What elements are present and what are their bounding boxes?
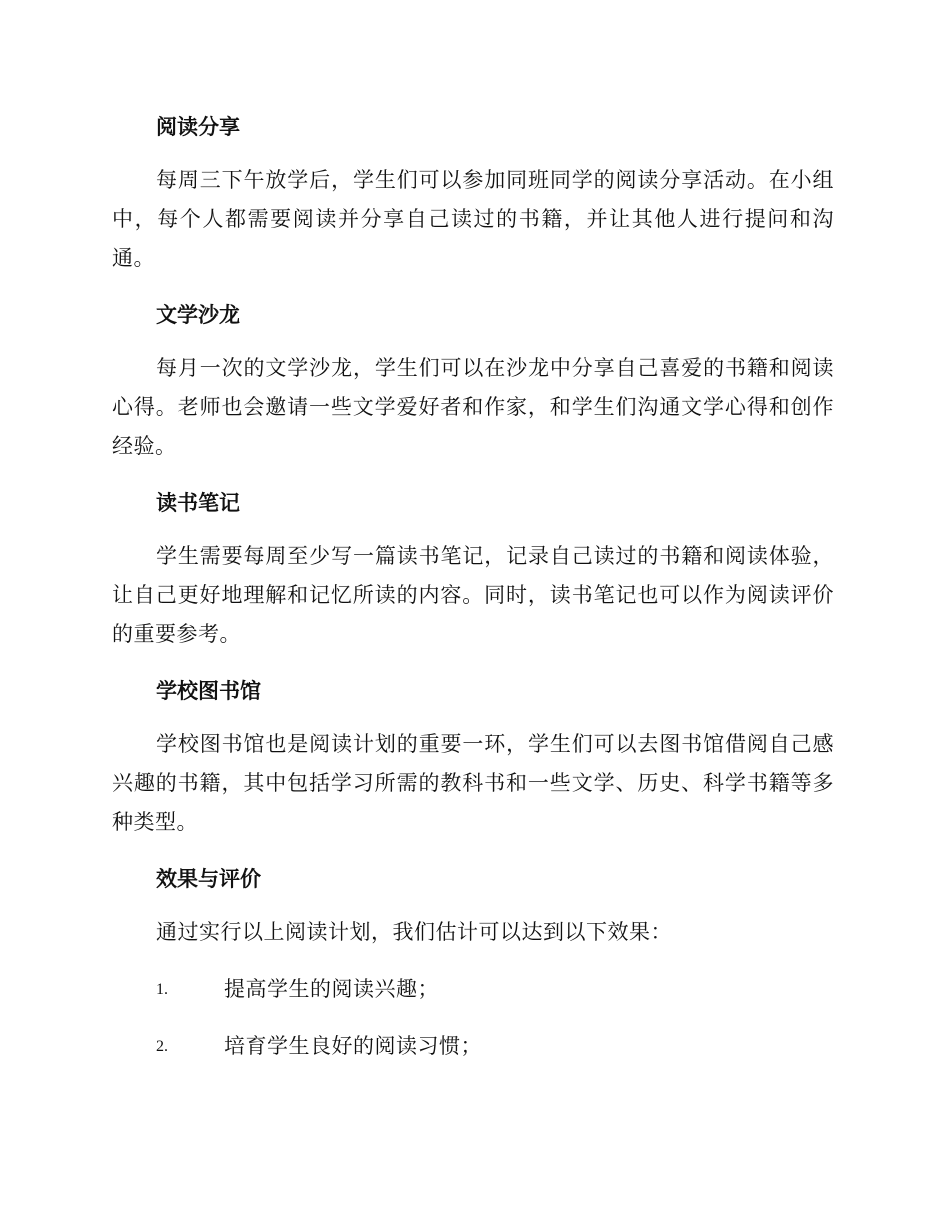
list-number: 2. [156,1038,168,1055]
list-item [112,970,834,1009]
document-content [112,108,834,1084]
section-heading-reading-share: 阅读分享 [156,115,240,139]
results-intro: 通过实行以上阅读计划，我们估计可以达到以下效果： [156,920,672,944]
section-body-literary-salon: 每月一次的文学沙龙，学生们可以在沙龙中分享自己喜爱的书籍和阅读心得。老师也会邀请一些文学爱好者和作家，和学生们沟通文学心得和创作经验。 [112,356,834,458]
list-number: 1. [156,981,168,998]
list-text: 培育学生良好的阅读习惯； [224,1034,482,1058]
section-heading-results: 效果与评价 [156,867,261,891]
section-heading-school-library: 学校图书馆 [156,679,261,703]
section-body-school-library: 学校图书馆也是阅读计划的重要一环，学生们可以去图书馆借阅自己感兴趣的书籍，其中包括学习所需的教科书和一些文学、历史、科学书籍等多种类型。 [112,732,834,834]
section-body-reading-notes: 学生需要每周至少写一篇读书笔记，记录自己读过的书籍和阅读体验，让自己更好地理解和记忆所读的内容。同时，读书笔记也可以作为阅读评价的重要参考。 [112,544,834,646]
section-heading-reading-notes: 读书笔记 [156,491,240,515]
list-item [112,1027,834,1066]
section-body-reading-share: 每周三下午放学后，学生们可以参加同班同学的阅读分享活动。在小组中，每个人都需要阅读并分享自己读过的书籍，并让其他人进行提问和沟通。 [112,168,834,270]
section-heading-literary-salon: 文学沙龙 [156,303,240,327]
list-text: 提高学生的阅读兴趣； [224,977,439,1001]
